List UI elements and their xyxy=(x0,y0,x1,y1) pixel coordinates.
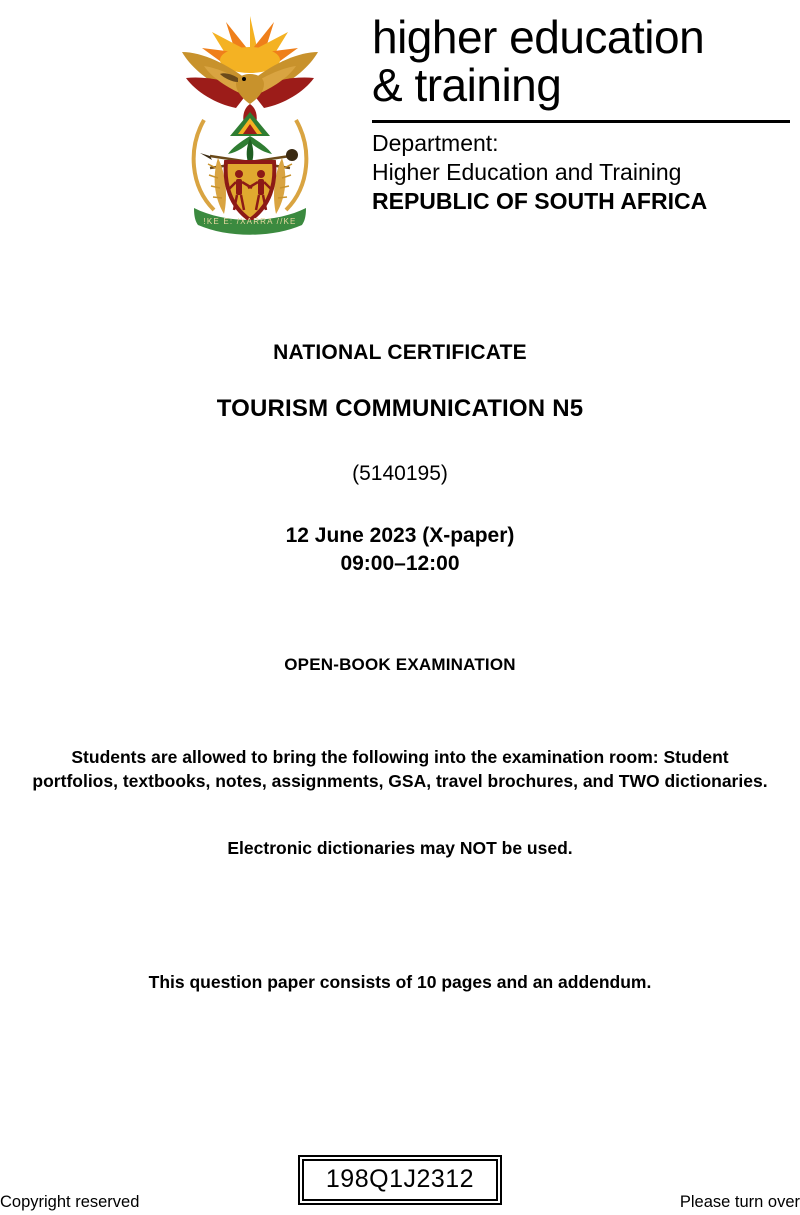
shield xyxy=(226,162,275,220)
country-name: REPUBLIC OF SOUTH AFRICA xyxy=(372,188,708,214)
exam-time: 09:00–12:00 xyxy=(340,552,460,575)
letterhead-text xyxy=(334,8,790,216)
letterhead-divider xyxy=(372,120,790,123)
coat-of-arms-icon xyxy=(166,8,334,236)
logo-line-higher-education: higher education xyxy=(372,11,705,63)
exam-type-label: OPEN-BOOK EXAMINATION xyxy=(284,655,516,674)
exam-date: 12 June 2023 (X-paper) xyxy=(285,524,515,547)
copyright-notice: Copyright reserved xyxy=(0,1193,140,1211)
svg-text:!KE E: /XARRA //KE: !KE E: /XARRA //KE xyxy=(203,217,297,226)
paper-code-value: 198Q1J2312 xyxy=(302,1159,498,1201)
department-name: Higher Education and Training xyxy=(372,159,682,185)
protea-emblem xyxy=(228,112,272,162)
department-label: Department: xyxy=(372,130,499,156)
prohibited-items-note: Electronic dictionaries may NOT be used. xyxy=(227,838,573,858)
page-count-note: This question paper consists of 10 pages and an addendum. xyxy=(148,972,652,992)
letterhead xyxy=(166,8,790,240)
exam-datetime xyxy=(0,522,800,578)
page-footer xyxy=(0,1192,800,1212)
turn-over-notice: Please turn over xyxy=(679,1193,800,1211)
subject-title: TOURISM COMMUNICATION N5 xyxy=(216,395,584,422)
logo-line-and-training: & training xyxy=(372,59,562,111)
certificate-title: NATIONAL CERTIFICATE xyxy=(273,341,527,364)
allowed-items-note: Students are allowed to bring the following into the examination room: Student portfolios, textbooks, notes, assignments, GSA, travel brochures, and TWO dictionaries. xyxy=(32,747,768,791)
subject-code: (5140195) xyxy=(352,462,448,485)
